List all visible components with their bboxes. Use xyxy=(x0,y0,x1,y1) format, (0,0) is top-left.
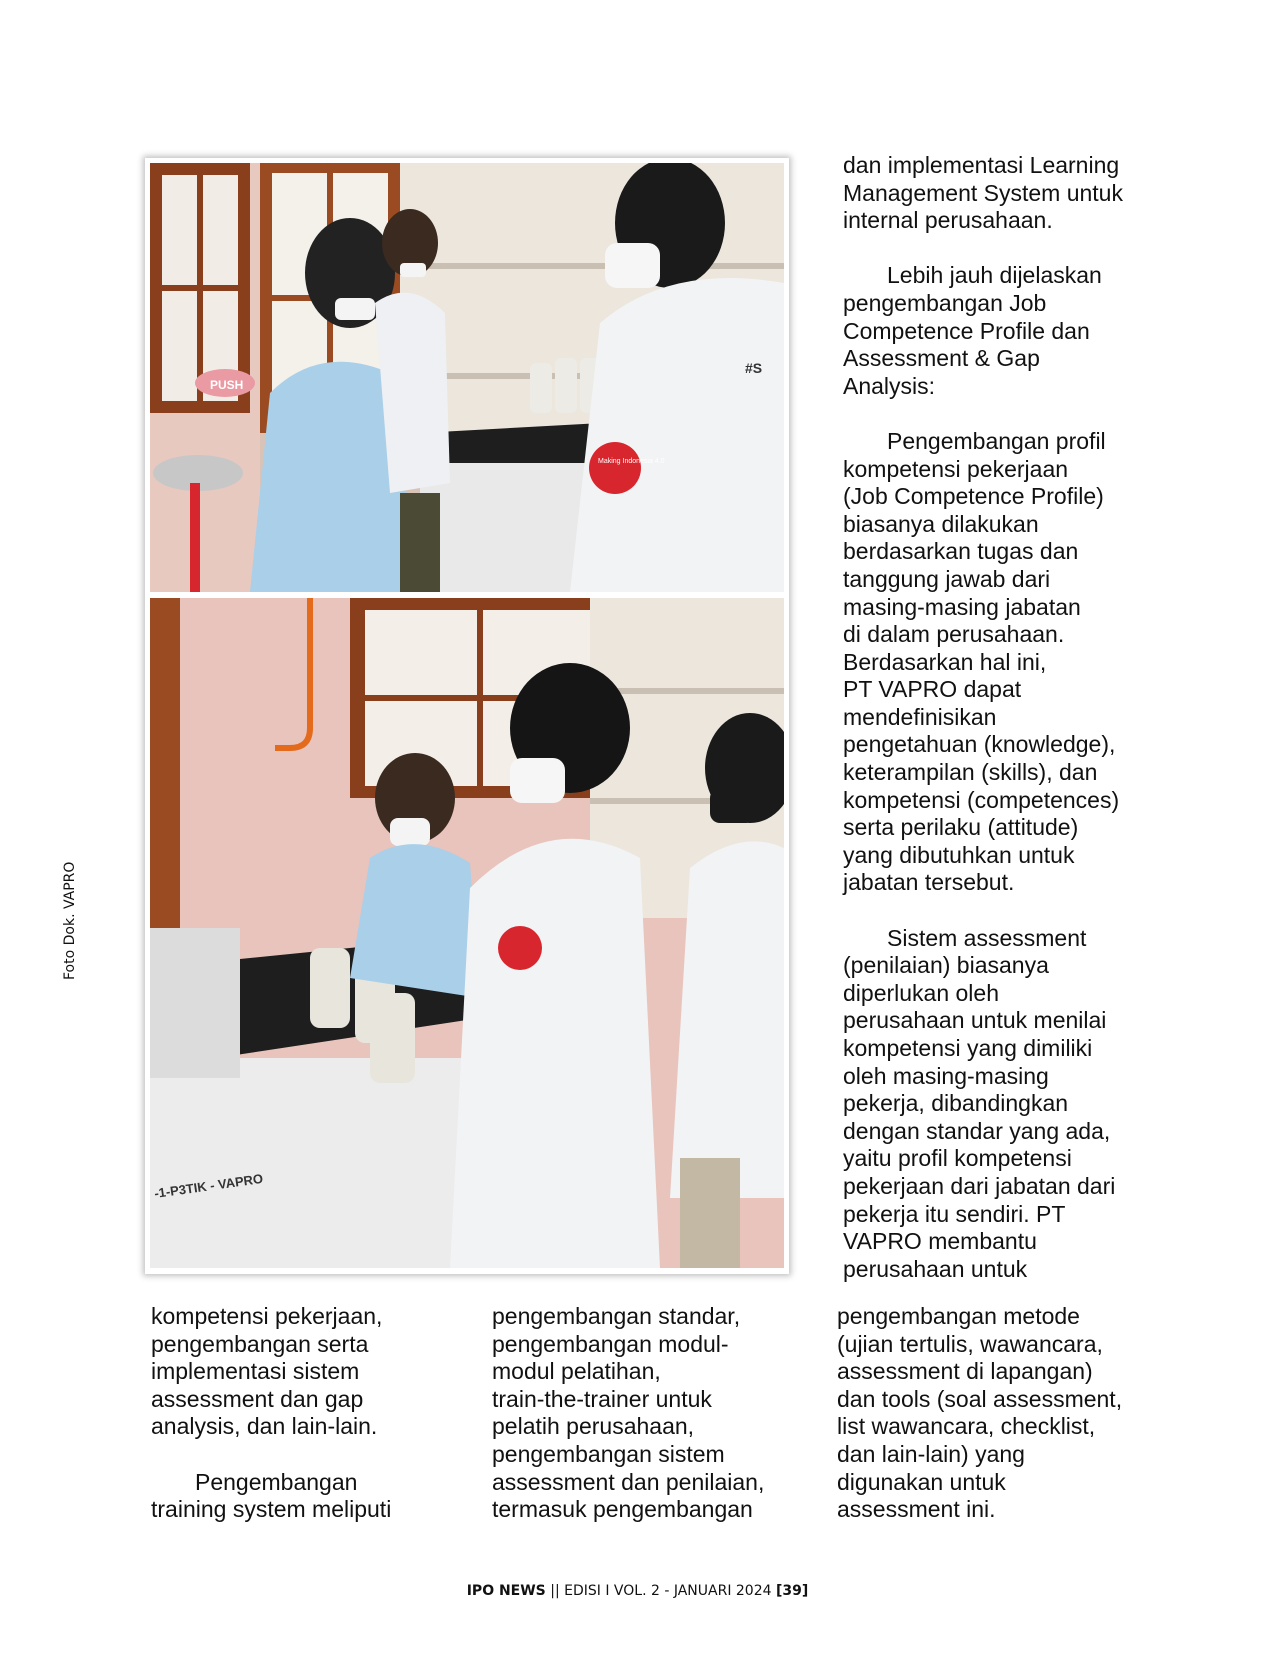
text-line: dengan standar yang ada, xyxy=(843,1117,1111,1144)
text-line: kompetensi yang dimiliki xyxy=(843,1035,1093,1061)
text-line: pengembangan Job xyxy=(843,289,1047,316)
text-line: perusahaan untuk xyxy=(843,1255,1028,1282)
text-line: pekerjaan dari jabatan dari xyxy=(843,1172,1116,1199)
text-line: masing-masing jabatan xyxy=(843,593,1081,620)
text-line: train-the-trainer untuk xyxy=(492,1385,712,1412)
text-line: dan implementasi Learning xyxy=(843,152,1120,178)
text-line: termasuk pengembangan xyxy=(492,1496,753,1523)
footer-separator: || xyxy=(545,1583,565,1599)
text-line: Competence Profile dan xyxy=(843,317,1090,344)
right-column-top xyxy=(843,152,1243,1283)
text-line: keterampilan (skills), dan xyxy=(843,759,1098,786)
photo-credit: Foto Dok. VAPRO xyxy=(62,861,78,980)
text-line: internal perusahaan. xyxy=(843,207,1053,234)
text-line: Assessment & Gap xyxy=(843,345,1040,372)
text-line: pengetahuan (knowledge), xyxy=(843,731,1116,758)
text-line: pengembangan standar, xyxy=(492,1303,741,1329)
text-line: assessment ini. xyxy=(837,1496,996,1523)
paragraph xyxy=(843,152,1243,235)
paragraph xyxy=(151,1469,471,1524)
footer-edition: EDISI I VOL. 2 - JANUARI 2024 xyxy=(564,1583,776,1599)
text-line: VAPRO membantu xyxy=(843,1228,1037,1255)
text-line: Berdasarkan hal ini, xyxy=(843,648,1047,675)
text-line: yaitu profil kompetensi xyxy=(843,1145,1072,1172)
text-line: training system meliputi xyxy=(151,1496,392,1523)
text-line: kompetensi (competences) xyxy=(843,786,1120,813)
text-line: Sistem assessment xyxy=(887,924,1087,951)
text-line: di dalam perusahaan. xyxy=(843,621,1065,648)
text-line: PT VAPRO dapat xyxy=(843,676,1022,703)
text-line: (Job Competence Profile) xyxy=(843,483,1104,510)
text-line: pengembangan metode xyxy=(837,1303,1080,1329)
paragraph xyxy=(843,428,1243,897)
text-line: list wawancara, checklist, xyxy=(837,1413,1096,1440)
text-line: Management System untuk xyxy=(843,179,1123,206)
text-line: assessment dan penilaian, xyxy=(492,1468,765,1495)
lab-photo-top xyxy=(150,163,784,592)
text-line: assessment dan gap xyxy=(151,1385,364,1412)
footer-brand: IPO NEWS xyxy=(466,1583,546,1599)
page-footer xyxy=(0,1583,1275,1599)
text-line: digunakan untuk xyxy=(837,1468,1006,1495)
text-line: mendefinisikan xyxy=(843,703,997,730)
page-number: [39] xyxy=(775,1583,809,1599)
text-line: pekerja, dibandingkan xyxy=(843,1090,1069,1117)
text-line: yang dibutuhkan untuk xyxy=(843,841,1075,868)
text-line: kompetensi pekerjaan, xyxy=(151,1303,383,1329)
text-line: diperlukan oleh xyxy=(843,979,1000,1006)
text-line: assessment di lapangan) xyxy=(837,1358,1093,1385)
push-sign-text: PUSH xyxy=(210,378,244,392)
text-line: oleh masing-masing xyxy=(843,1062,1049,1089)
text-line: jabatan tersebut. xyxy=(843,869,1015,896)
text-line: analysis, dan lain-lain. xyxy=(151,1413,378,1440)
text-line: serta perilaku (attitude) xyxy=(843,814,1079,841)
bench-label-text: -1-P3TIK - VAPRO xyxy=(153,1170,264,1201)
text-line: pekerja itu sendiri. PT xyxy=(843,1200,1066,1227)
lab-photo-bottom xyxy=(150,598,784,1268)
text-line: dan tools (soal assessment, xyxy=(837,1385,1123,1412)
paragraph xyxy=(843,925,1243,1284)
text-line: Pengembangan xyxy=(195,1468,358,1495)
middle-column xyxy=(492,1303,822,1524)
text-line: Pengembangan profil xyxy=(887,427,1106,454)
left-column xyxy=(151,1303,471,1524)
text-line: dan lain-lain) yang xyxy=(837,1440,1025,1467)
paragraph xyxy=(843,262,1243,400)
text-line: implementasi sistem xyxy=(151,1358,360,1385)
paragraph xyxy=(151,1303,471,1441)
text-line: berdasarkan tugas dan xyxy=(843,538,1079,565)
text-line: kompetensi pekerjaan xyxy=(843,455,1069,482)
text-line: pelatih perusahaan, xyxy=(492,1413,695,1440)
text-line: tanggung jawab dari xyxy=(843,565,1051,592)
right-column-bottom xyxy=(837,1303,1247,1524)
text-line: pengembangan sistem xyxy=(492,1440,725,1467)
text-line: perusahaan untuk menilai xyxy=(843,1007,1107,1034)
text-line: biasanya dilakukan xyxy=(843,510,1039,537)
text-line: Lebih jauh dijelaskan xyxy=(887,262,1102,289)
text-line: pengembangan serta xyxy=(151,1330,369,1357)
text-line: Analysis: xyxy=(843,372,936,399)
coat-back-text: #S xyxy=(745,360,763,376)
text-line: modul pelatihan, xyxy=(492,1358,661,1385)
text-line: (ujian tertulis, wawancara, xyxy=(837,1330,1103,1357)
text-line: (penilaian) biasanya xyxy=(843,952,1049,979)
text-line: pengembangan modul- xyxy=(492,1330,729,1357)
sleeve-badge-text: Making Indonesia 4.0 xyxy=(598,458,665,465)
